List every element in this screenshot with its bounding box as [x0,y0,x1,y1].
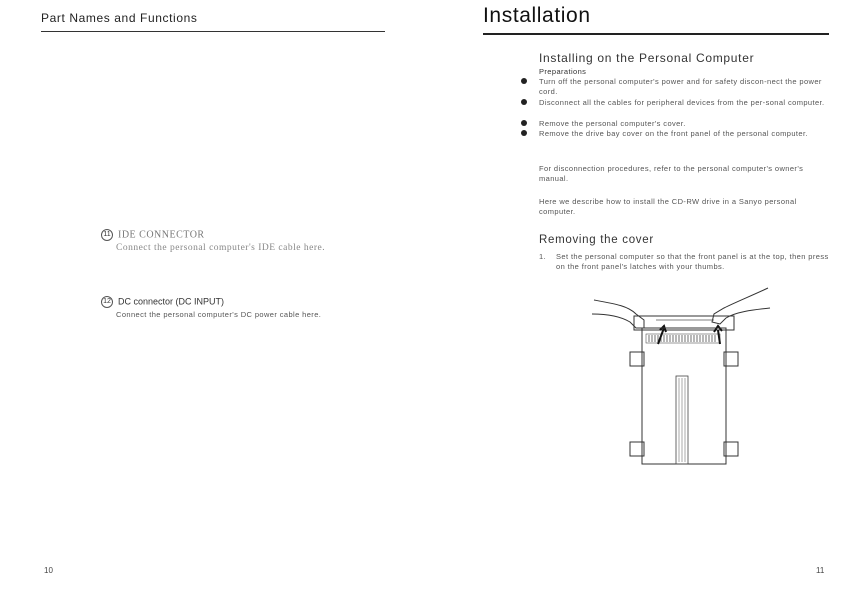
dc-connector-description: Connect the personal computer's DC power cable here. [116,310,322,319]
section-removing-title: Removing the cover [539,234,654,246]
step-number: 1. [539,252,547,261]
paragraph-disconnection: For disconnection procedures, refer to the personal computer's owner's manual. [539,164,804,183]
pc-cover-removal-illustration [586,280,776,470]
bullet-text: Remove the drive bay cover on the front panel of the personal computer. [539,129,808,138]
left-header-rule [41,31,385,32]
dc-connector-title: DC connector (DC INPUT) [118,296,225,307]
right-page-number: 11 [816,566,825,575]
left-arrow [658,326,666,344]
ide-connector-title: IDE CONNECTOR [118,229,205,241]
bullet-text: Remove the personal computer's cover. [539,119,686,128]
bullet-text: Turn off the personal computer's power and for safety discon-nect the power cord. [539,77,822,96]
right-page-header: Installation [483,4,591,27]
item-dc-connector [101,296,321,319]
right-page [431,0,862,598]
ide-connector-description: Connect the personal computer's IDE cable here. [116,243,326,253]
pc-body [642,328,726,464]
bullet-dot [521,120,527,126]
bullet-item [539,98,834,108]
section-installing-title: Installing on the Personal Computer [539,51,755,65]
item-number-12: 12 [101,296,113,308]
bullet-item [539,129,834,139]
item-number-11: 11 [101,229,113,241]
item-ide-connector [101,229,325,253]
right-hand [712,288,770,324]
left-page-header: Part Names and Functions [41,11,198,25]
bullet-dot [521,99,527,105]
bullet-dot [521,78,527,84]
left-page-number: 10 [44,566,53,575]
preparations-label: Preparations [539,67,587,76]
bullet-dot [521,130,527,136]
bullet-item [539,77,834,97]
step-text: Set the personal computer so that the front panel is at the top, then press on the front panel's latches with your thumbs. [556,252,829,271]
bullet-item [539,119,834,129]
paragraph-describe: Here we describe how to install the CD-RW drive in a Sanyo personal computer. [539,197,797,216]
left-hand [592,300,644,328]
bullet-text: Disconnect all the cables for peripheral devices from the per-sonal computer. [539,98,825,107]
right-header-rule [483,33,829,35]
